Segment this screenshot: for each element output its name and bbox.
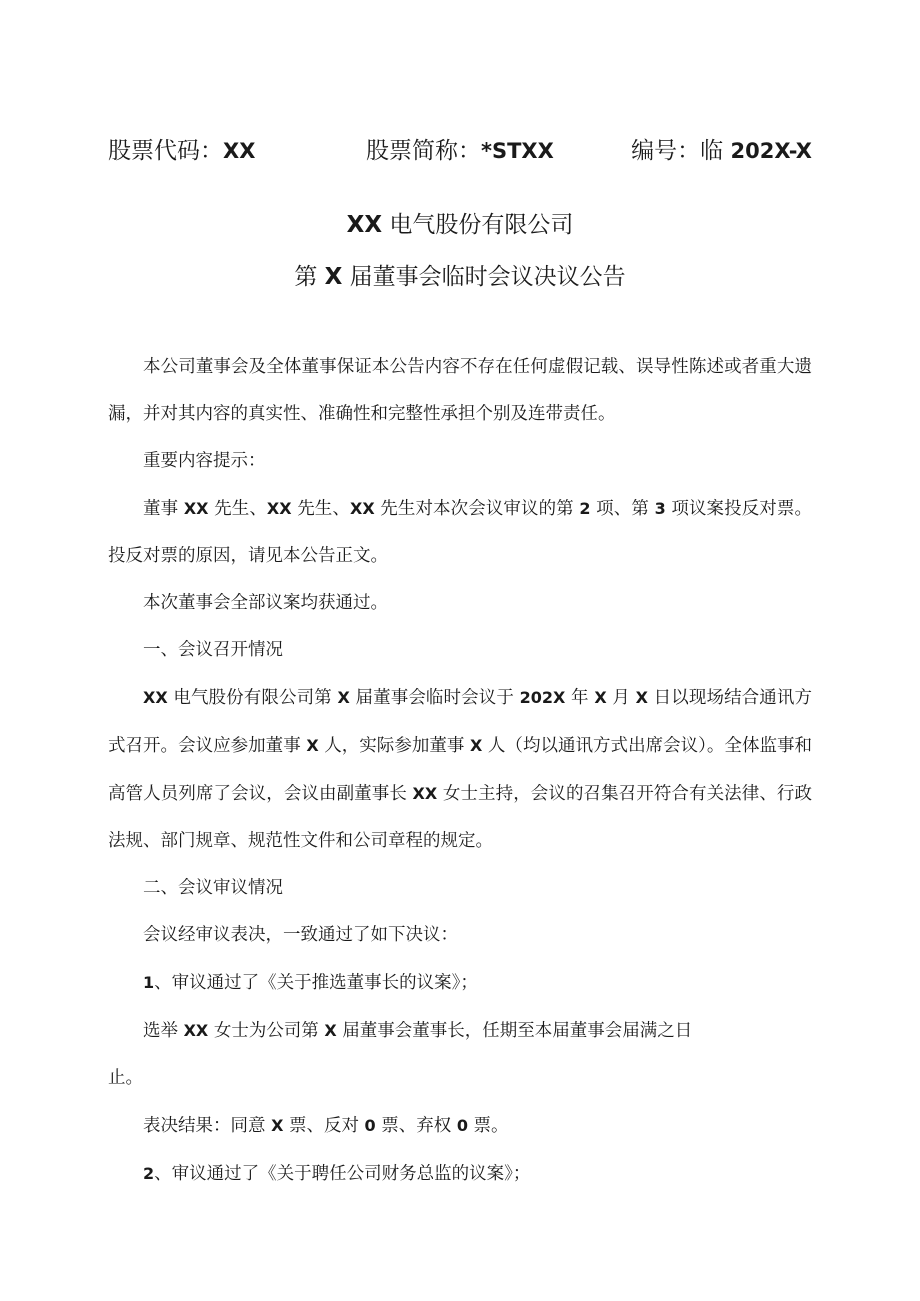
- stock-code: 股票代码：XX: [108, 138, 256, 164]
- resolution-1-detail-tail: 止。: [108, 1068, 143, 1088]
- resolution-1-detail: 选举 XX 女士为公司第 X 届董事会董事长，任期至本届董事会届满之日: [143, 1021, 693, 1041]
- dissent-paragraph: 董事 XX 先生、XX 先生、XX 先生对本次会议审议的第 2 项、第 3 项议案投反对票。投反对票的原因，请见本公告正文。: [108, 499, 812, 566]
- resolution-1-title: 1、审议通过了《关于推选董事长的议案》；: [143, 973, 478, 993]
- section-1-heading: 一、会议召开情况: [143, 640, 283, 660]
- announcement-number: 编号：临 202X-X: [631, 138, 812, 164]
- all-passed-paragraph: 本次董事会全部议案均获通过。: [143, 593, 388, 613]
- resolution-2-title: 2、审议通过了《关于聘任公司财务总监的议案》；: [143, 1164, 531, 1184]
- announcement-title: 第 X 届董事会临时会议决议公告: [294, 264, 626, 290]
- resolution-1-vote-result: 表决结果：同意 X 票、反对 0 票、弃权 0 票。: [143, 1116, 509, 1136]
- stock-abbreviation: 股票简称：*STXX: [366, 138, 554, 164]
- announcement-body: [108, 344, 812, 1198]
- resolution-intro: 会议经审议表决，一致通过了如下决议：: [143, 925, 458, 945]
- announcement-header: [108, 132, 812, 172]
- company-title: XX 电气股份有限公司: [346, 212, 574, 238]
- meeting-convening-paragraph: XX 电气股份有限公司第 X 届董事会临时会议于 202X 年 X 月 X 日以现场结合通讯方式召开。会议应参加董事 X 人，实际参加董事 X 人（均以通讯方式出席会议）。全体监事和高管人员列席了会议，会议由副董事长 XX 女士主持，会议的召集召开符合有关法律、行政法规、部门规章、规范性文件和公司章程的规定。: [108, 688, 813, 851]
- key-points-heading: 重要内容提示：: [143, 451, 266, 471]
- section-2-heading: 二、会议审议情况: [143, 878, 283, 898]
- disclaimer-paragraph: 本公司董事会及全体董事保证本公告内容不存在任何虚假记载、误导性陈述或者重大遗漏，并对其内容的真实性、准确性和完整性承担个别及连带责任。: [108, 357, 812, 424]
